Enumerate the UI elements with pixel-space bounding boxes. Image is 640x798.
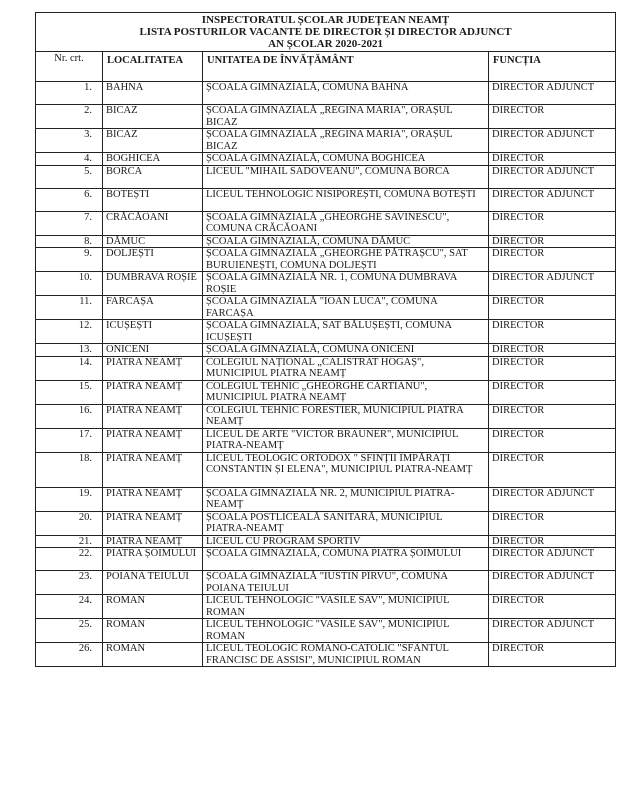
cell-functie: DIRECTOR [489, 380, 616, 404]
cell-unitate: LICEUL TEHNOLOGIC "VASILE SAV", MUNICIPIUL ROMAN [203, 619, 489, 643]
cell-unitate: ȘCOALA GIMNAZIALĂ, SAT BĂLUȘEȘTI, COMUNA ICUȘEȘTI [203, 320, 489, 344]
cell-nr: 26. [36, 643, 103, 667]
table-row [36, 643, 616, 667]
cell-localitate: PIATRA NEAMȚ [103, 356, 203, 380]
cell-functie: DIRECTOR [489, 344, 616, 357]
cell-unitate: ȘCOALA GIMNAZIALĂ "IUSTIN PÎRVU", COMUNA POIANA TEIULUI [203, 571, 489, 595]
table-row [36, 452, 616, 487]
cell-localitate: FARCAȘA [103, 296, 203, 320]
table-row [36, 320, 616, 344]
cell-nr: 4. [36, 153, 103, 166]
header-unitate: UNITATEA DE ÎNVĂȚĂMÂNT [203, 52, 489, 82]
cell-unitate: ȘCOALA GIMNAZIALĂ „REGINA MARIA", ORAȘUL BICAZ [203, 129, 489, 153]
cell-localitate: DĂMUC [103, 235, 203, 248]
table-row [36, 511, 616, 535]
table-row [36, 571, 616, 595]
table-row [36, 153, 616, 166]
cell-nr: 6. [36, 188, 103, 211]
cell-functie: DIRECTOR [489, 535, 616, 548]
table-row [36, 535, 616, 548]
table-row [36, 235, 616, 248]
cell-functie: DIRECTOR [489, 248, 616, 272]
cell-functie: DIRECTOR ADJUNCT [489, 548, 616, 571]
table-row [36, 404, 616, 428]
cell-localitate: PIATRA NEAMȚ [103, 404, 203, 428]
cell-nr: 15. [36, 380, 103, 404]
table-row [36, 129, 616, 153]
title-line-1: INSPECTORATUL ȘCOLAR JUDEȚEAN NEAMȚ [201, 14, 450, 26]
cell-unitate: ȘCOALA GIMNAZIALĂ NR. 1, COMUNA DUMBRAVA ROȘIE [203, 272, 489, 296]
cell-functie: DIRECTOR ADJUNCT [489, 82, 616, 105]
cell-localitate: ROMAN [103, 619, 203, 643]
header-row [36, 52, 616, 82]
cell-functie: DIRECTOR [489, 153, 616, 166]
cell-localitate: PIATRA NEAMȚ [103, 511, 203, 535]
table-row [36, 272, 616, 296]
cell-localitate: BOGHICEA [103, 153, 203, 166]
cell-localitate: BICAZ [103, 105, 203, 129]
doc-title [36, 13, 616, 52]
cell-localitate: PIATRA NEAMȚ [103, 487, 203, 511]
cell-nr: 21. [36, 535, 103, 548]
cell-nr: 10. [36, 272, 103, 296]
cell-nr: 12. [36, 320, 103, 344]
cell-nr: 11. [36, 296, 103, 320]
cell-localitate: ICUȘEȘTI [103, 320, 203, 344]
cell-localitate: PIATRA NEAMȚ [103, 380, 203, 404]
cell-functie: DIRECTOR [489, 452, 616, 487]
cell-functie: DIRECTOR [489, 428, 616, 452]
cell-unitate: LICEUL TEHNOLOGIC NISIPOREȘTI, COMUNA BOTEȘTI [203, 188, 489, 211]
cell-unitate: ȘCOALA GIMNAZIALĂ "IOAN LUCA", COMUNA FARCAȘA [203, 296, 489, 320]
cell-functie: DIRECTOR ADJUNCT [489, 129, 616, 153]
cell-localitate: CRĂCĂOANI [103, 211, 203, 235]
table-row [36, 165, 616, 188]
cell-nr: 16. [36, 404, 103, 428]
cell-unitate: ȘCOALA GIMNAZIALĂ, COMUNA PIATRA ȘOIMULUI [203, 548, 489, 571]
cell-localitate: ONICENI [103, 344, 203, 357]
cell-nr: 19. [36, 487, 103, 511]
header-functie: FUNCȚIA [489, 52, 616, 82]
cell-unitate: LICEUL TEOLOGIC ROMANO-CATOLIC "SFÂNTUL FRANCISC DE ASSISI", MUNICIPIUL ROMAN [203, 643, 489, 667]
cell-nr: 7. [36, 211, 103, 235]
cell-unitate: ȘCOALA GIMNAZIALĂ, COMUNA BOGHICEA [203, 153, 489, 166]
document-page [35, 12, 615, 667]
cell-functie: DIRECTOR [489, 105, 616, 129]
cell-functie: DIRECTOR ADJUNCT [489, 571, 616, 595]
cell-functie: DIRECTOR [489, 356, 616, 380]
cell-nr: 2. [36, 105, 103, 129]
cell-nr: 5. [36, 165, 103, 188]
cell-functie: DIRECTOR ADJUNCT [489, 619, 616, 643]
title-line-2: LISTA POSTURILOR VACANTE DE DIRECTOR ȘI DIRECTOR ADJUNCT [139, 26, 512, 38]
cell-localitate: PIATRA NEAMȚ [103, 428, 203, 452]
cell-localitate: DUMBRAVA ROȘIE [103, 272, 203, 296]
cell-nr: 17. [36, 428, 103, 452]
cell-localitate: DOLJEȘTI [103, 248, 203, 272]
cell-unitate: ȘCOALA GIMNAZIALĂ, COMUNA ONICENI [203, 344, 489, 357]
table-row [36, 188, 616, 211]
cell-nr: 14. [36, 356, 103, 380]
title-row [36, 13, 616, 52]
cell-localitate: ROMAN [103, 595, 203, 619]
cell-localitate: POIANA TEIULUI [103, 571, 203, 595]
header-nr: Nr. crt. [36, 52, 103, 82]
cell-nr: 23. [36, 571, 103, 595]
cell-unitate: ȘCOALA GIMNAZIALĂ „GHEORGHE PĂTRAȘCU", SAT BURUIENEȘTI, COMUNA DOLJEȘTI [203, 248, 489, 272]
table-row [36, 296, 616, 320]
cell-unitate: ȘCOALA GIMNAZIALĂ „REGINA MARIA", ORAȘUL BICAZ [203, 105, 489, 129]
cell-nr: 13. [36, 344, 103, 357]
cell-unitate: COLEGIUL TEHNIC FORESTIER, MUNICIPIUL PIATRA NEAMȚ [203, 404, 489, 428]
table-row [36, 548, 616, 571]
table-row [36, 211, 616, 235]
cell-nr: 1. [36, 82, 103, 105]
cell-functie: DIRECTOR [489, 296, 616, 320]
cell-unitate: LICEUL TEHNOLOGIC "VASILE SAV", MUNICIPIUL ROMAN [203, 595, 489, 619]
cell-nr: 18. [36, 452, 103, 487]
cell-localitate: BAHNA [103, 82, 203, 105]
cell-unitate: LICEUL TEOLOGIC ORTODOX " SFINȚII ÎMPĂRAȚI CONSTANTIN ȘI ELENA", MUNICIPIUL PIATRA-NEAMȚ [203, 452, 489, 487]
cell-localitate: PIATRA NEAMȚ [103, 452, 203, 487]
cell-unitate: LICEUL CU PROGRAM SPORTIV [203, 535, 489, 548]
cell-functie: DIRECTOR ADJUNCT [489, 487, 616, 511]
cell-localitate: BORCA [103, 165, 203, 188]
cell-functie: DIRECTOR ADJUNCT [489, 188, 616, 211]
cell-unitate: ȘCOALA GIMNAZIALĂ NR. 2, MUNICIPIUL PIATRA-NEAMȚ [203, 487, 489, 511]
cell-nr: 22. [36, 548, 103, 571]
cell-unitate: LICEUL "MIHAIL SADOVEANU", COMUNA BORCA [203, 165, 489, 188]
cell-nr: 3. [36, 129, 103, 153]
cell-functie: DIRECTOR [489, 643, 616, 667]
cell-unitate: ȘCOALA GIMNAZIALĂ, COMUNA DĂMUC [203, 235, 489, 248]
cell-unitate: ȘCOALA GIMNAZIALĂ „GHEORGHE SAVINESCU", COMUNA CRĂCĂOANI [203, 211, 489, 235]
cell-unitate: LICEUL DE ARTE "VICTOR BRAUNER", MUNICIPIUL PIATRA-NEAMȚ [203, 428, 489, 452]
table-row [36, 619, 616, 643]
table-row [36, 248, 616, 272]
cell-localitate: PIATRA ȘOIMULUI [103, 548, 203, 571]
table-row [36, 428, 616, 452]
cell-functie: DIRECTOR [489, 404, 616, 428]
cell-localitate: PIATRA NEAMȚ [103, 535, 203, 548]
cell-nr: 20. [36, 511, 103, 535]
cell-unitate: COLEGIUL NAȚIONAL „CALISTRAT HOGAȘ", MUNICIPIUL PIATRA NEAMȚ [203, 356, 489, 380]
cell-unitate: ȘCOALA POSTLICEALĂ SANITARĂ, MUNICIPIUL PIATRA-NEAMȚ [203, 511, 489, 535]
header-localitate: LOCALITATEA [103, 52, 203, 82]
table-row [36, 356, 616, 380]
table-row [36, 105, 616, 129]
vacancy-table [35, 12, 616, 667]
cell-unitate: COLEGIUL TEHNIC „GHEORGHE CARTIANU", MUNICIPIUL PIATRA NEAMȚ [203, 380, 489, 404]
cell-nr: 25. [36, 619, 103, 643]
cell-functie: DIRECTOR ADJUNCT [489, 165, 616, 188]
cell-functie: DIRECTOR [489, 320, 616, 344]
cell-nr: 9. [36, 248, 103, 272]
cell-functie: DIRECTOR ADJUNCT [489, 272, 616, 296]
cell-localitate: ROMAN [103, 643, 203, 667]
cell-unitate: ȘCOALA GIMNAZIALĂ, COMUNA BAHNA [203, 82, 489, 105]
title-line-3: AN ȘCOLAR 2020-2021 [268, 38, 383, 50]
table-row [36, 487, 616, 511]
cell-functie: DIRECTOR [489, 595, 616, 619]
table-row [36, 82, 616, 105]
cell-functie: DIRECTOR [489, 235, 616, 248]
table-row [36, 380, 616, 404]
table-row [36, 595, 616, 619]
cell-localitate: BOTEȘTI [103, 188, 203, 211]
cell-localitate: BICAZ [103, 129, 203, 153]
cell-functie: DIRECTOR [489, 511, 616, 535]
table-row [36, 344, 616, 357]
cell-nr: 24. [36, 595, 103, 619]
cell-functie: DIRECTOR [489, 211, 616, 235]
cell-nr: 8. [36, 235, 103, 248]
